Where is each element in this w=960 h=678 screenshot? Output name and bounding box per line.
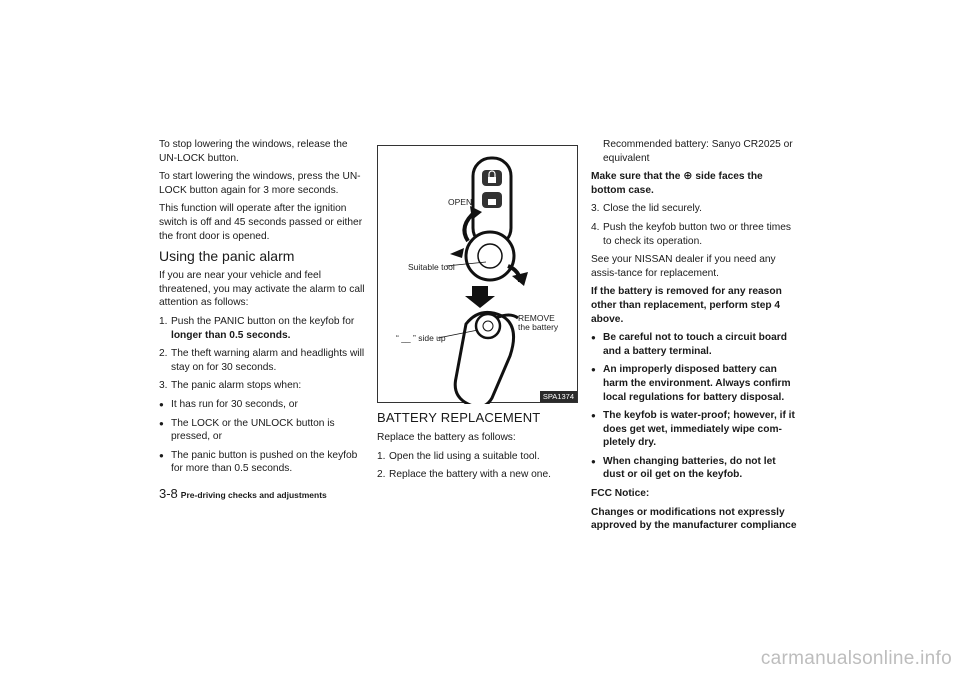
paragraph-recommended-battery: Recommended battery: Sanyo CR2025 or equivalent (603, 139, 793, 164)
step-3 (159, 379, 366, 393)
label-remove: REMOVE (518, 313, 555, 323)
plus-symbol-icon: ⊕ (683, 170, 693, 183)
chapter-title: Pre-driving checks and adjustments (180, 490, 327, 500)
paragraph-function-note: This function will operate after the ignition switch is off and 45 seconds passed or either the front door is opened. (159, 203, 363, 242)
paragraph-battery-removed: If the battery is removed for any reason other than replacement, perform step 4 above. (591, 286, 782, 325)
step-text: The theft warning alarm and headlights will stay on for 30 seconds. (171, 348, 365, 373)
list-item (591, 455, 798, 482)
step-text-bold: longer than 0.5 seconds. (171, 329, 291, 341)
heading-battery-replacement: BATTERY REPLACEMENT (377, 410, 541, 425)
step-text: Replace the battery with a new one. (389, 469, 551, 481)
label-open: OPEN (448, 197, 473, 207)
list-item (591, 331, 798, 358)
page-number: 3-8 (159, 486, 178, 501)
label-side-up: “ __ ” side up (396, 333, 446, 343)
middle-column (377, 410, 579, 487)
list-item (591, 363, 798, 404)
lock-glyph-body (488, 177, 496, 183)
bullet-text: It has run for 30 seconds, or (171, 398, 298, 410)
watermark: carmanualsonline.info (760, 648, 952, 669)
step-2 (377, 468, 579, 482)
tool-arrow-icon (450, 248, 464, 258)
left-column (159, 138, 366, 481)
rotate-arrowhead-icon (512, 272, 528, 286)
bullet-icon: ● (159, 450, 164, 460)
right-column (591, 138, 798, 538)
page-footer (159, 486, 327, 501)
step-number: 2. (377, 469, 386, 481)
step-4 (591, 221, 798, 248)
step-3 (591, 202, 798, 216)
step-text: The panic alarm stops when: (171, 380, 302, 392)
keyfob-battery-figure (377, 145, 578, 403)
step-number: 2. (159, 348, 168, 360)
step-text: Push the keyfob button two or three times to check its operation. (603, 221, 792, 247)
list-item (159, 449, 366, 476)
keyfob-illustration (378, 146, 579, 404)
label-the-battery: the battery (518, 322, 559, 332)
bullet-icon: ● (159, 399, 164, 409)
bullet-text: Be careful not to touch a circuit board and a battery terminal. (603, 332, 787, 357)
step-text: Close the lid securely. (603, 203, 702, 215)
bullet-text: The keyfob is water-proof; however, if it does get wet, immediately wipe com-pletely dry. (603, 410, 795, 449)
bullet-icon: ● (159, 418, 164, 428)
paragraph-start-lowering: To start lowering the windows, press the UN-LOCK button again for 3 more seconds. (159, 171, 361, 196)
list-item (159, 398, 366, 412)
make-sure-text-b: side faces the bottom case. (591, 171, 763, 196)
bullet-text: The panic button is pushed on the keyfob for more than 0.5 seconds. (171, 449, 358, 475)
step-1 (377, 450, 579, 464)
unlock-glyph-body (488, 199, 496, 205)
step-text (171, 315, 366, 342)
label-suitable-tool: Suitable tool (408, 262, 455, 272)
keyfob-ring-inner (478, 244, 502, 268)
bullet-icon: ● (591, 333, 596, 343)
heading-panic-alarm: Using the panic alarm (159, 248, 295, 265)
list-item (159, 417, 366, 444)
step-number: 1. (159, 315, 168, 327)
step-2 (159, 347, 366, 374)
bullet-icon: ● (591, 411, 596, 421)
step-number: 4. (591, 221, 600, 233)
step-number: 3. (591, 203, 600, 215)
bullet-icon: ● (591, 456, 596, 466)
step-text: Open the lid using a suitable tool. (389, 450, 540, 462)
bullet-text: An improperly disposed battery can harm the environment. Always confirm local regulations for battery disposal. (603, 364, 791, 403)
step-text-plain: Push the PANIC button on the keyfob for (171, 315, 355, 327)
list-item (591, 409, 798, 450)
step-number: 3. (159, 380, 168, 392)
remove-arrow-icon (496, 315, 518, 318)
step-number: 1. (377, 450, 386, 462)
bullet-icon: ● (591, 365, 596, 375)
paragraph-panic-intro: If you are near your vehicle and feel threatened, you may activate the alarm to call attention as follows: (159, 270, 365, 309)
paragraph-make-sure (591, 170, 798, 197)
paragraph-dealer: See your NISSAN dealer if you need any assis-tance for replacement. (591, 254, 776, 279)
fcc-notice-text: Changes or modifications not expressly approved by the manufacturer compliance (591, 506, 797, 532)
fcc-notice-title: FCC Notice: (591, 488, 650, 500)
paragraph-stop-lowering: To stop lowering the windows, release the UN-LOCK button. (159, 139, 348, 164)
down-arrow-icon (465, 286, 495, 308)
bullet-text: When changing batteries, do not let dust or oil get on the keyfob. (603, 455, 776, 481)
figure-id: SPA1374 (540, 391, 577, 402)
battery-center (483, 321, 493, 331)
make-sure-text-a: Make sure that the (591, 171, 684, 183)
bullet-text: The LOCK or the UNLOCK button is pressed, or (171, 417, 335, 443)
step-1 (159, 315, 366, 342)
paragraph-replace-intro: Replace the battery as follows: (377, 432, 516, 443)
